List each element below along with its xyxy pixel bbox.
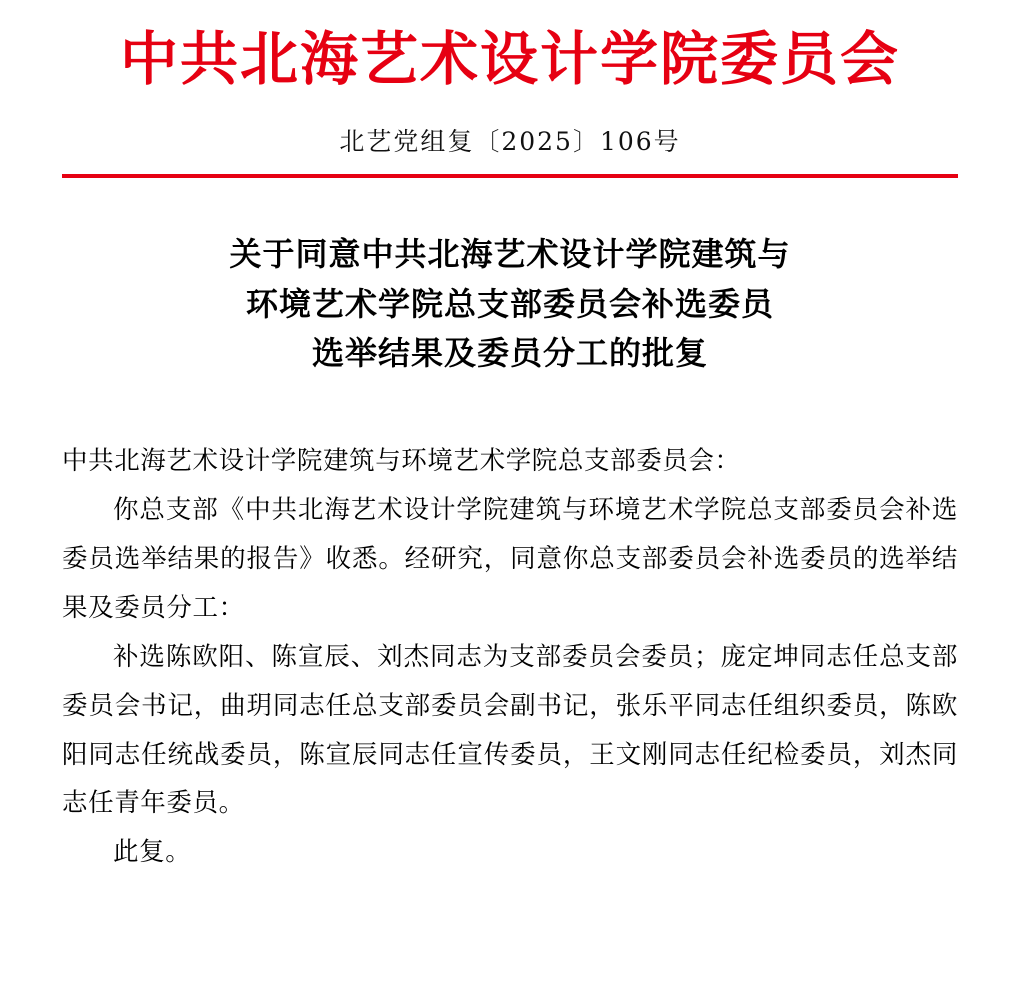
body-paragraph-3: 此复。 xyxy=(113,837,192,868)
document-masthead: 中共北海艺术设计学院委员会 xyxy=(119,25,900,93)
document-title xyxy=(62,230,958,379)
document-number: 北艺党组复〔2025〕106号 xyxy=(339,127,681,156)
title-line-1: 关于同意中共北海艺术设计学院建筑与 xyxy=(229,235,791,273)
document-body xyxy=(62,437,958,878)
red-divider-rule xyxy=(62,174,958,178)
title-line-3: 选举结果及委员分工的批复 xyxy=(311,334,708,373)
addressee-line: 中共北海艺术设计学院建筑与环境艺术学院总支部委员会： xyxy=(62,445,741,476)
body-paragraph-2: 补选陈欧阳、陈宣辰、刘杰同志为支部委员会委员；庞定坤同志任总支部委员会书记，曲玥同志任总支部委员会副书记，张乐平同志任组织委员，陈欧阳同志任统战委员，陈宣辰同志任宣传委员，王文刚同志任纪检委员，刘杰同志任青年委员。 xyxy=(62,641,958,819)
title-line-2: 环境艺术学院总支部委员会补选委员 xyxy=(245,284,774,323)
body-paragraph-1: 你总支部《中共北海艺术设计学院建筑与环境艺术学院总支部委员会补选委员选举结果的报告》收悉。经研究，同意你总支部委员会补选委员的选举结果及委员分工： xyxy=(62,494,958,623)
